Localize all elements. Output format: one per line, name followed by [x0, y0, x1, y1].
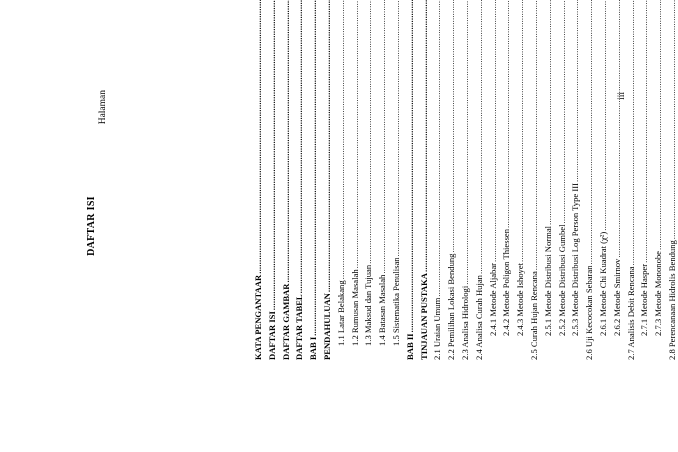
toc-entry-label: 1.2 Rumusan Masalah [349, 269, 360, 346]
toc-dot-leader [307, 0, 319, 336]
toc-dot-leader [583, 0, 595, 265]
toc-entry [638, 88, 650, 360]
toc-entry [500, 88, 512, 360]
toc-dot-leader [362, 0, 374, 264]
toc-dot-leader [349, 0, 361, 268]
toc-entry-label: 2.5.1 Metode Distribusi Normal [542, 225, 553, 336]
toc-dot-leader [597, 0, 609, 231]
toc-dot-leader [514, 0, 526, 262]
toc-entry [556, 88, 568, 360]
toc-dot-leader [376, 0, 388, 274]
toc-entry [611, 88, 623, 360]
toc-entry [349, 88, 361, 360]
toc-entry-label: BAB I [308, 336, 319, 360]
toc-dot-leader [459, 0, 471, 285]
toc-entry-label: 2.7.1 Metode Hasper [639, 263, 650, 336]
toc-dot-leader [404, 0, 416, 332]
toc-dot-leader [321, 0, 333, 292]
toc-entry-label: 1.3 Maksud dan Tujuan [363, 264, 374, 346]
toc-entry-label: 2.4.2 Metode Poligon Thiessen [501, 228, 512, 336]
toc-dot-leader [556, 0, 568, 224]
toc-entry [321, 88, 333, 360]
toc-entry-label: DAFTAR GAMBAR [280, 283, 291, 360]
toc-entry [335, 88, 347, 360]
toc-dot-leader [390, 0, 402, 256]
toc-entry [583, 88, 595, 360]
toc-entry [666, 88, 678, 360]
toc-entry-label: 2.5.3 Metode Distribusi Log Person Type III [570, 183, 581, 336]
column-header-halaman: Halaman [98, 90, 108, 125]
toc-entry-label: 2.6 Uji Kecocokan Sebaran [584, 265, 595, 360]
toc-entry-label: 2.7 Analisis Debit Rencana [625, 266, 636, 360]
toc-dot-leader [625, 0, 637, 265]
toc-dot-leader [487, 0, 499, 262]
toc-dot-leader [542, 0, 554, 225]
toc-entry [376, 88, 388, 360]
toc-entry [390, 88, 402, 360]
toc-dot-leader [335, 0, 347, 279]
page-title: DAFTAR ISI [86, 196, 97, 256]
toc-dot-leader [652, 0, 664, 250]
toc-entry [487, 88, 499, 360]
toc-entry-label: 2.6.2 Metode Smirnov [611, 258, 622, 336]
toc-entry-label: BAB II [404, 333, 415, 360]
toc-entry [569, 88, 581, 360]
toc-entry [418, 88, 430, 360]
toc-entry-label: 1.1 Latar Belakang [335, 280, 346, 346]
toc-dot-leader [611, 0, 623, 258]
toc-entry-label: DAFTAR TABEL [294, 294, 305, 360]
toc-entry [514, 88, 526, 360]
toc-entry [431, 88, 443, 360]
toc-dot-leader [569, 0, 581, 182]
toc-dot-leader [500, 0, 512, 228]
toc-entry-label: PENDAHULUAN [322, 293, 332, 360]
toc-entry-label: 2.4 Analisa Curah Hujan [473, 275, 484, 360]
toc-entry [266, 88, 278, 360]
toc-dot-leader [418, 0, 430, 272]
toc-entry [252, 88, 264, 360]
toc-entry-label: 2.6.1 Metode Chi Kuadrat (χ²) [598, 231, 608, 336]
toc-dot-leader [528, 0, 540, 270]
toc-dot-leader [280, 0, 292, 283]
toc-entry-label: 2.8 Perencanaan Hidrolis Bendung [667, 240, 677, 360]
toc-entry-label: 2.3 Analisa Hidrologi [460, 285, 470, 360]
toc-dot-leader [431, 0, 443, 297]
toc-entry-label: 2.5.2 Metode Distribusi Gumbel [556, 224, 567, 336]
toc-entry [473, 88, 485, 360]
toc-entry-label: 2.4.1 Metode Aljabar [487, 262, 498, 336]
toc-entry [625, 88, 637, 360]
toc-entry [293, 88, 305, 360]
toc-entry [362, 88, 374, 360]
toc-entry-label: 2.5 Curah Hujan Rencana [529, 271, 539, 360]
toc-entry-label: 2.1 Uraian Umum [432, 297, 443, 360]
toc-entry-label: 2.2 Pemilihan Lokasi Bendung [446, 253, 457, 360]
toc-dot-leader [638, 0, 650, 263]
toc-entry [404, 88, 416, 360]
toc-dot-leader [666, 0, 678, 239]
toc-dot-leader [252, 0, 264, 274]
page-number: iii [617, 92, 627, 100]
toc-entry-label: TINJAUAN PUSTAKA [418, 273, 429, 360]
toc-entry-label: 2.4.3 Metode Ishoyet [515, 262, 526, 336]
toc-entry [542, 88, 554, 360]
toc-dot-leader [445, 0, 457, 253]
toc-entry [459, 88, 471, 360]
toc-entry [597, 88, 609, 360]
toc-entry [445, 88, 457, 360]
toc-entry-label: DAFTAR ISI [266, 311, 277, 360]
toc-entry-label: 2.7.3 Metode Mononobe [653, 251, 664, 336]
toc-entry [528, 88, 540, 360]
toc-dot-leader [293, 0, 305, 293]
toc-dot-leader [473, 0, 485, 274]
toc-entry-label: 1.4 Batasan Masalah [377, 274, 388, 346]
toc-entry [652, 88, 664, 360]
toc-entry [280, 88, 292, 360]
toc-entry-label: 1.5 Sistematika Penulisan [391, 257, 401, 346]
toc-entry [307, 88, 319, 360]
toc-entry-label: KATA PENGANTAAR [253, 274, 263, 360]
toc-dot-leader [266, 0, 278, 310]
